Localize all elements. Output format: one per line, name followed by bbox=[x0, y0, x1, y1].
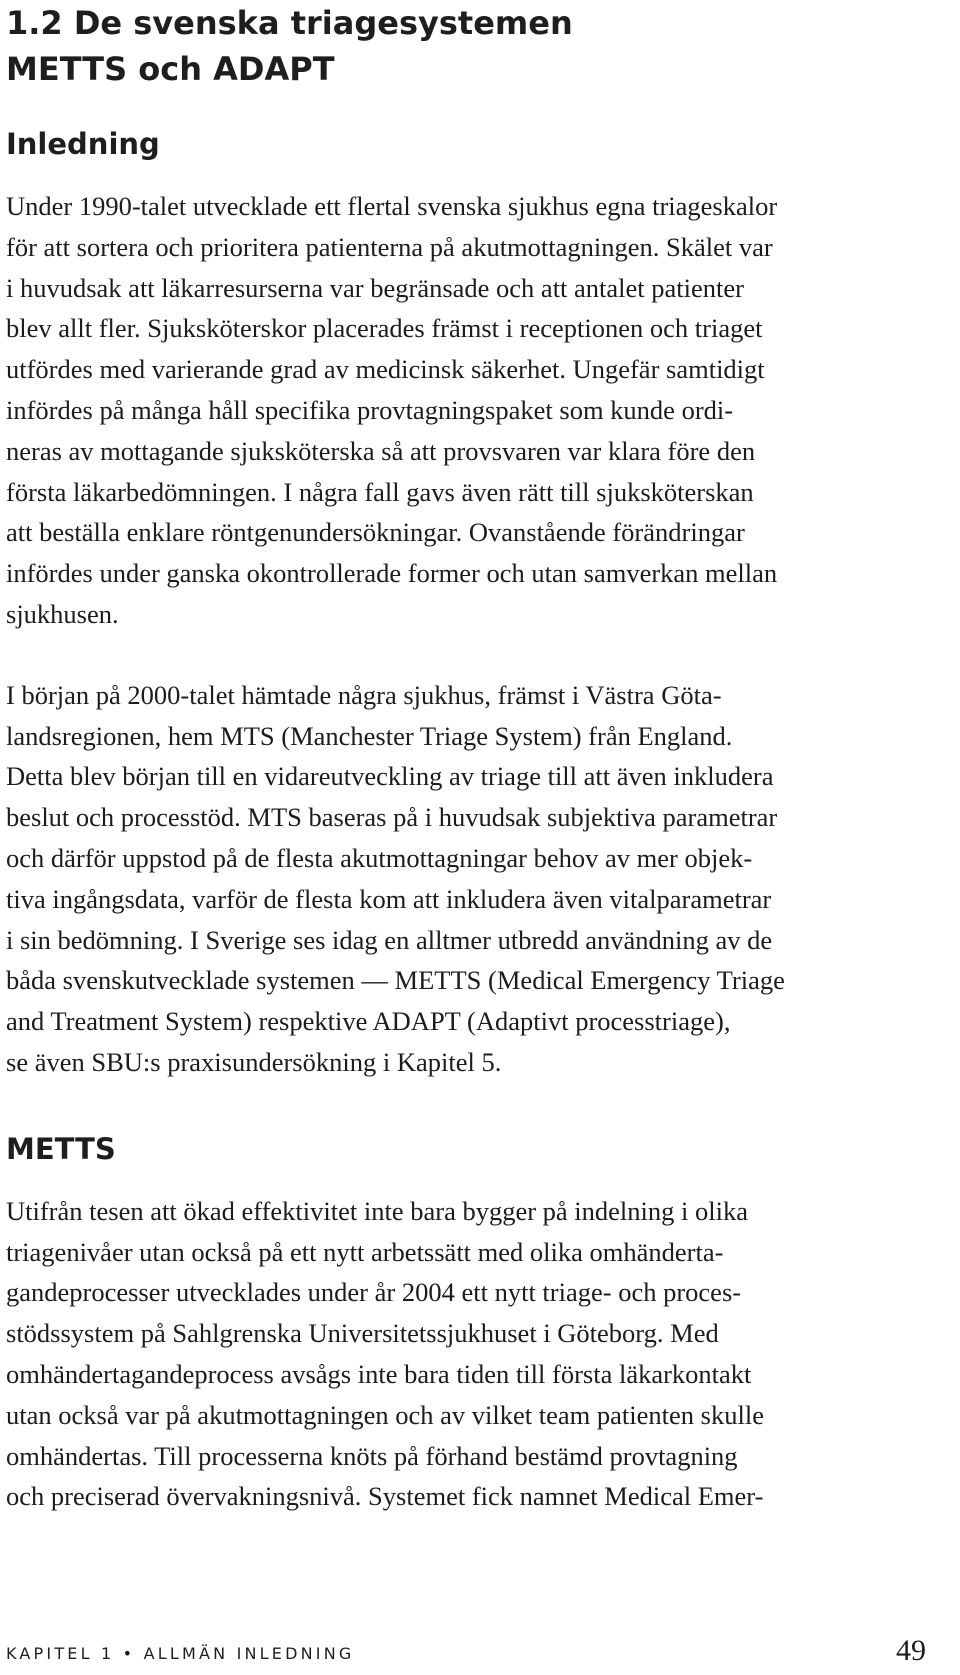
text-line: och därför uppstod på de flesta akutmottagningar behov av mer objek- bbox=[6, 842, 753, 873]
text-line: i huvudsak att läkarresurserna var begränsade och att antalet patienter bbox=[6, 272, 744, 303]
text-line: triagenivåer utan också på ett nytt arbetssätt med olika omhänderta- bbox=[6, 1236, 724, 1267]
text-line: för att sortera och prioritera patienterna på akutmottagningen. Skälet var bbox=[6, 231, 773, 262]
chapter-title bbox=[6, 0, 926, 92]
text-line: första läkarbedömningen. I några fall gavs även rätt till sjuksköterskan bbox=[6, 476, 754, 507]
text-line: beslut och processtöd. MTS baseras på i huvudsak subjektiva parametrar bbox=[6, 802, 778, 833]
text-line: utan också var på akutmottagningen och av vilket team patienten skulle bbox=[6, 1399, 764, 1430]
text-line: landsregionen, hem MTS (Manchester Triage System) från England. bbox=[6, 720, 733, 751]
text-line: och preciserad övervakningsnivå. Systemet fick namnet Medical Emer- bbox=[6, 1481, 764, 1512]
text-line: utfördes med varierande grad av medicinsk säkerhet. Ungefär samtidigt bbox=[6, 354, 765, 385]
page-number: 49 bbox=[896, 1634, 926, 1667]
text-line: omhändertagandeprocess avsågs inte bara tiden till första läkarkontakt bbox=[6, 1358, 752, 1389]
text-line: I början på 2000-talet hämtade några sjukhus, främst i Västra Göta- bbox=[6, 679, 722, 710]
footer-chapter-label: KAPITEL 1 • ALLMÄN INLEDNING bbox=[6, 1644, 355, 1663]
text-line: blev allt fler. Sjuksköterskor placerades främst i receptionen och triaget bbox=[6, 313, 763, 344]
text-line: Under 1990-talet utvecklade ett flertal svenska sjukhus egna triageskalor bbox=[6, 191, 778, 221]
text-line: sjukhusen. bbox=[6, 598, 119, 629]
paragraph bbox=[6, 186, 926, 635]
text-line: se även SBU:s praxisundersökning i Kapitel 5. bbox=[6, 1046, 502, 1077]
section-heading-metts: METTS bbox=[6, 1131, 116, 1166]
text-line: stödssystem på Sahlgrenska Universitetssjukhuset i Göteborg. Med bbox=[6, 1318, 719, 1349]
paragraph bbox=[6, 675, 926, 1083]
text-line: omhändertas. Till processerna knöts på förhand bestämd provtagning bbox=[6, 1440, 738, 1471]
chapter-title-line: METTS och ADAPT bbox=[6, 50, 335, 88]
page-body bbox=[6, 0, 926, 1517]
text-line: att beställa enklare röntgenundersökningar. Ovanstående förändringar bbox=[6, 517, 745, 548]
paragraph bbox=[6, 1191, 926, 1517]
text-line: båda svenskutvecklade systemen — METTS (Medical Emergency Triage bbox=[6, 965, 785, 996]
text-line: tiva ingångsdata, varför de flesta kom att inkludera även vitalparametrar bbox=[6, 883, 772, 914]
text-line: Detta blev början till en vidareutveckling av triage till att även inkludera bbox=[6, 761, 774, 792]
text-line: infördes under ganska okontrollerade former och utan samverkan mellan bbox=[6, 558, 778, 589]
text-line: Utifrån tesen att ökad effektivitet inte bara bygger på indelning i olika bbox=[6, 1195, 748, 1226]
section-heading-inledning: Inledning bbox=[6, 127, 160, 161]
text-line: i sin bedömning. I Sverige ses idag en alltmer utbredd användning av de bbox=[6, 924, 773, 955]
text-line: neras av mottagande sjuksköterska så att provsvaren var klara före den bbox=[6, 435, 756, 466]
chapter-title-line: 1.2 De svenska triagesystemen bbox=[6, 4, 573, 42]
page-footer bbox=[6, 1634, 926, 1668]
text-line: infördes på många håll specifika provtagningspaket som kunde ordi- bbox=[6, 394, 734, 425]
text-line: gandeprocesser utvecklades under år 2004 ett nytt triage- och proces- bbox=[6, 1277, 742, 1308]
text-line: and Treatment System) respektive ADAPT (Adaptivt processtriage), bbox=[6, 1006, 731, 1037]
